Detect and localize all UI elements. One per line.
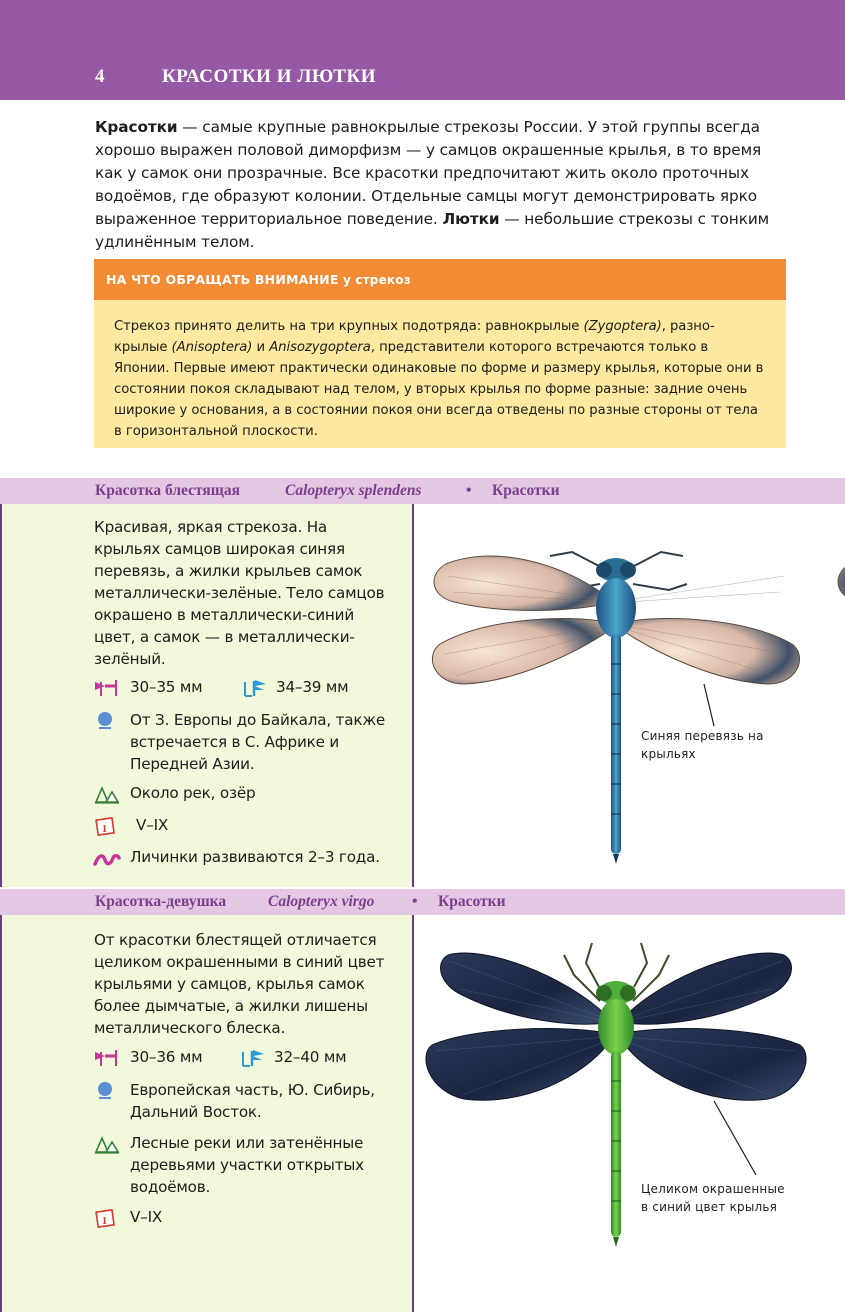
season-text: V–IX	[130, 1208, 163, 1226]
wingspan: 32–40 мм	[274, 1048, 347, 1066]
globe-icon	[94, 711, 120, 731]
intro-term-lyutki: Лютки	[442, 210, 500, 228]
bullet-separator: •	[412, 893, 418, 910]
intro-paragraph	[95, 116, 785, 254]
attention-title-caps: НА ЧТО ОБРАЩАТЬ ВНИМАНИЕ	[106, 272, 339, 287]
range-row	[94, 1079, 394, 1123]
intro-term-krasotki: Красотки	[95, 118, 178, 136]
wingspan: 34–39 мм	[276, 678, 349, 696]
larva-icon	[94, 848, 120, 868]
svg-text:1: 1	[102, 1216, 107, 1227]
species-header-virgo	[0, 889, 845, 915]
body-length-icon	[94, 1048, 120, 1068]
bullet-separator: •	[466, 482, 472, 499]
callout-fully-colored-wings: Целиком окрашенные в синий цвет крылья	[641, 1182, 785, 1214]
season-text: V–IX	[136, 816, 169, 834]
range-row	[94, 709, 394, 775]
size-row	[94, 676, 394, 698]
species-name-latin: Calopteryx splendens	[285, 482, 422, 499]
globe-icon	[94, 1081, 120, 1101]
range-text: От З. Европы до Байкала, также встречается в С. Африке и Передней Азии.	[130, 711, 385, 773]
species-name-latin: Calopteryx virgo	[268, 893, 375, 910]
season-row	[94, 814, 394, 836]
callout-blue-band: Синяя перевязь на крыльях	[641, 729, 764, 761]
intro-text-1: — самые крупные равнокрылые стрекозы России. У этой группы всегда хорошо выражен половой диморфизм — у самцов окрашенные крылья, в то время как у самок они прозрачные. Все красотки предпочитают жить около проточных водоёмов, где образуют колонии. Отдельные самцы могут демонстрировать ярко выраженное территориальное поведение.	[95, 118, 762, 228]
calendar-icon	[94, 1208, 120, 1228]
range-text: Европейская часть, Ю. Сибирь, Дальний Восток.	[130, 1081, 375, 1121]
wingspan-icon	[240, 1048, 266, 1068]
svg-text:1: 1	[102, 824, 107, 835]
attention-box-text: Стрекоз принято делить на три крупных подотряда: равнокрылые (Zygoptera), разно-крылые (Anisoptera) и Anisozygoptera, представители которого встречаются только в Японии. Первые имеют практически одинаковые по форме и размеру крылья, которые они в состоянии покоя складывают над телом, у вторых крылья по форме разные: задние очень широкие у основания, а в состоянии покоя они всегда отведены по разные стороны от тела в горизонтальной плоскости.	[114, 319, 764, 439]
attention-box-title	[94, 259, 786, 300]
species-description: Красивая, яркая стрекоза. На крыльях самцов широкая синяя перевязь, а жилки крыльев самок металлически-зелёные. Тело самцов окрашено в металлически-синий цвет, а самок — в металлически-зелёный.	[94, 518, 385, 668]
species-description: От красотки блестящей отличается целиком окрашенными в синий цвет крыльями у самцов, крылья самок более дымчатые, а жилки лишены металлического блеска.	[94, 931, 385, 1037]
body-length-icon	[94, 678, 120, 698]
page-header	[0, 0, 845, 100]
dragonfly-splendens-illustration	[414, 504, 845, 887]
intro-text-2: — небольшие стрекозы с тонким удлинённым телом.	[95, 210, 770, 251]
species-header-splendens	[0, 478, 845, 504]
attention-title-small: у стрекоз	[338, 273, 411, 287]
habitat-text: Лесные реки или затенённые деревьями участки открытых водоёмов.	[130, 1134, 364, 1196]
species-name-ru: Красотка-девушка	[95, 893, 227, 910]
habitat-icon	[94, 1134, 120, 1154]
larva-text: Личинки развиваются 2–3 года.	[130, 848, 380, 866]
page-number: 4	[95, 66, 105, 87]
season-row	[94, 1206, 394, 1228]
species-group: Красотки	[492, 482, 560, 499]
larva-row	[94, 846, 404, 868]
habitat-icon	[94, 784, 120, 804]
body-length: 30–35 мм	[130, 678, 203, 696]
species-name-ru: Красотка блестящая	[95, 482, 240, 499]
calendar-icon	[94, 816, 120, 836]
dragonfly-virgo-illustration	[414, 915, 845, 1312]
wingspan-icon	[242, 678, 268, 698]
habitat-text: Около рек, озёр	[130, 784, 256, 802]
body-length: 30–36 мм	[130, 1048, 203, 1066]
size-row	[94, 1046, 394, 1068]
habitat-row	[94, 1132, 394, 1198]
habitat-row	[94, 782, 394, 804]
section-title: КРАСОТКИ И ЛЮТКИ	[162, 66, 377, 87]
attention-box	[94, 259, 786, 448]
species-group: Красотки	[438, 893, 506, 910]
